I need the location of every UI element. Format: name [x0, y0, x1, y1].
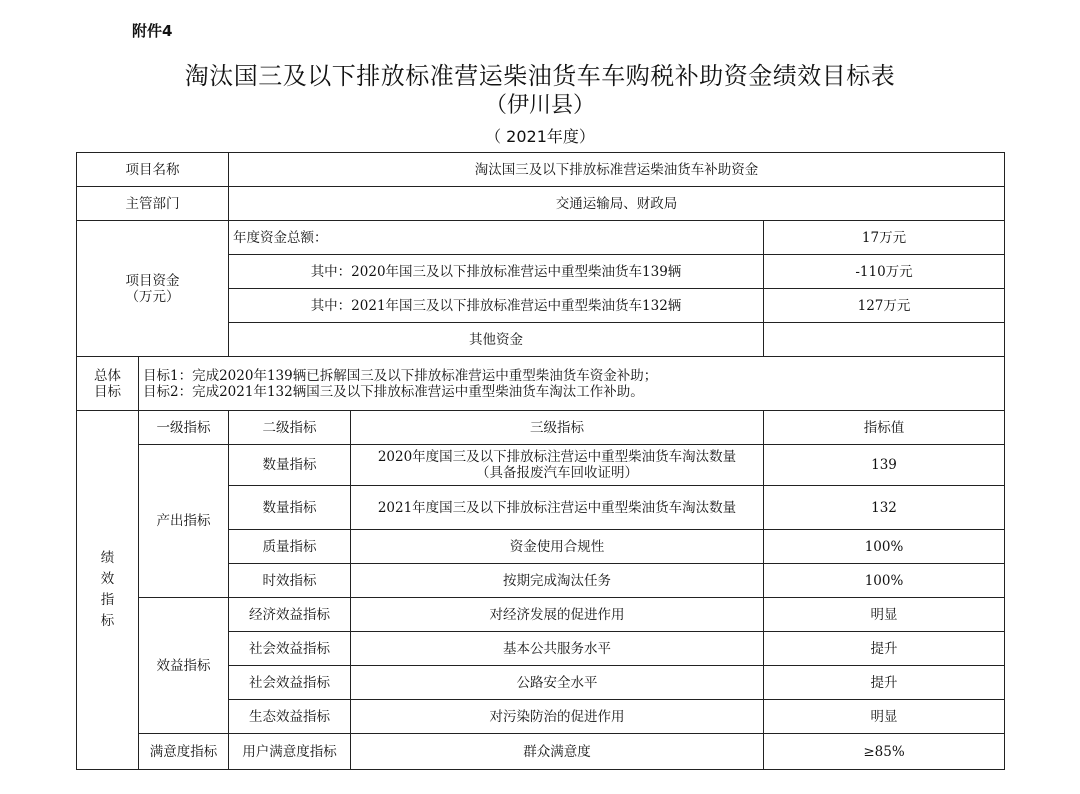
row-level2: 社会效益指标: [229, 666, 351, 700]
row-level2: 社会效益指标: [229, 632, 351, 666]
goal-2: 目标2：完成2021年132辆国三及以下排放标准营运中重型柴油货车淘汰工作补助。: [143, 383, 644, 400]
funds-total-amount: 17万元: [764, 221, 1005, 255]
funds-total-desc: 年度资金总额：: [229, 221, 764, 255]
project-funds-label-line2: （万元）: [125, 288, 180, 305]
row-level3: 群众满意度: [351, 734, 764, 770]
row-level3: 公路安全水平: [351, 666, 764, 700]
goal-1: 目标1：完成2020年139辆已拆解国三及以下排放标准营运中重型柴油货车资金补助；: [143, 367, 658, 384]
row-level3-line2: （具备报废汽车回收证明）: [476, 465, 638, 481]
department-label: 主管部门: [77, 187, 229, 221]
document-title: 淘汰国三及以下排放标准营运柴油货车车购税补助资金绩效目标表: [184, 62, 896, 90]
row-level3: 资金使用合规性: [351, 530, 764, 564]
header-value: 指标值: [764, 411, 1005, 445]
funds-2021-amount: 127万元: [764, 289, 1005, 323]
row-level3-line1: 2020年度国三及以下排放标注营运中重型柴油货车淘汰数量: [377, 449, 737, 465]
row-value: 100%: [764, 530, 1005, 564]
overall-goal-label-line1: 总体: [94, 367, 121, 384]
row-value: ≥85%: [764, 734, 1005, 770]
benefit-indicators-label: 效益指标: [139, 598, 229, 734]
row-level3: 按期完成淘汰任务: [351, 564, 764, 598]
performance-indicators-label: [77, 411, 139, 770]
row-level2: 时效指标: [229, 564, 351, 598]
funds-2021-desc: 其中：2021年国三及以下排放标准营运中重型柴油货车132辆: [229, 289, 764, 323]
row-level2: 质量指标: [229, 530, 351, 564]
project-funds-label-line1: 项目资金: [125, 272, 180, 289]
row-value: 提升: [764, 666, 1005, 700]
department-value: 交通运输局、财政局: [229, 187, 1005, 221]
row-value: 提升: [764, 632, 1005, 666]
header-level3: 三级指标: [351, 411, 764, 445]
perf-label-char: 指: [100, 592, 115, 608]
year-label: （ 2021年度）: [485, 127, 595, 146]
row-level3: 2021年度国三及以下排放标注营运中重型柴油货车淘汰数量: [351, 486, 764, 530]
row-level3: 对污染防治的促进作用: [351, 700, 764, 734]
overall-goal-label-line2: 目标: [94, 383, 121, 400]
row-value: 100%: [764, 564, 1005, 598]
perf-label-char: 绩: [100, 550, 115, 566]
project-funds-label: [77, 221, 229, 357]
project-name-label: 项目名称: [77, 153, 229, 187]
perf-label-char: 效: [100, 571, 115, 587]
overall-goal-label: [77, 357, 139, 411]
row-level3: 对经济发展的促进作用: [351, 598, 764, 632]
performance-table: [76, 152, 1005, 770]
row-value: 明显: [764, 598, 1005, 632]
output-indicators-label: 产出指标: [139, 445, 229, 598]
row-value: 明显: [764, 700, 1005, 734]
county-subtitle: （伊川县）: [484, 93, 595, 118]
funds-2020-amount: -110万元: [764, 255, 1005, 289]
attachment-label: 附件4: [132, 22, 173, 40]
funds-other-desc: 其他资金: [229, 323, 764, 357]
row-level2: 数量指标: [229, 486, 351, 530]
funds-other-amount: [764, 323, 1005, 357]
row-level3: [351, 445, 764, 486]
row-level2: 数量指标: [229, 445, 351, 486]
header-level1: 一级指标: [139, 411, 229, 445]
satisfaction-indicators-label: 满意度指标: [139, 734, 229, 770]
row-value: 139: [764, 445, 1005, 486]
header-level2: 二级指标: [229, 411, 351, 445]
row-level2: 用户满意度指标: [229, 734, 351, 770]
funds-2020-desc: 其中：2020年国三及以下排放标准营运中重型柴油货车139辆: [229, 255, 764, 289]
row-level2: 经济效益指标: [229, 598, 351, 632]
perf-label-char: 标: [100, 613, 115, 629]
overall-goals: [139, 357, 1005, 411]
project-name-value: 淘汰国三及以下排放标准营运柴油货车补助资金: [229, 153, 1005, 187]
row-level3: 基本公共服务水平: [351, 632, 764, 666]
row-value: 132: [764, 486, 1005, 530]
row-level2: 生态效益指标: [229, 700, 351, 734]
